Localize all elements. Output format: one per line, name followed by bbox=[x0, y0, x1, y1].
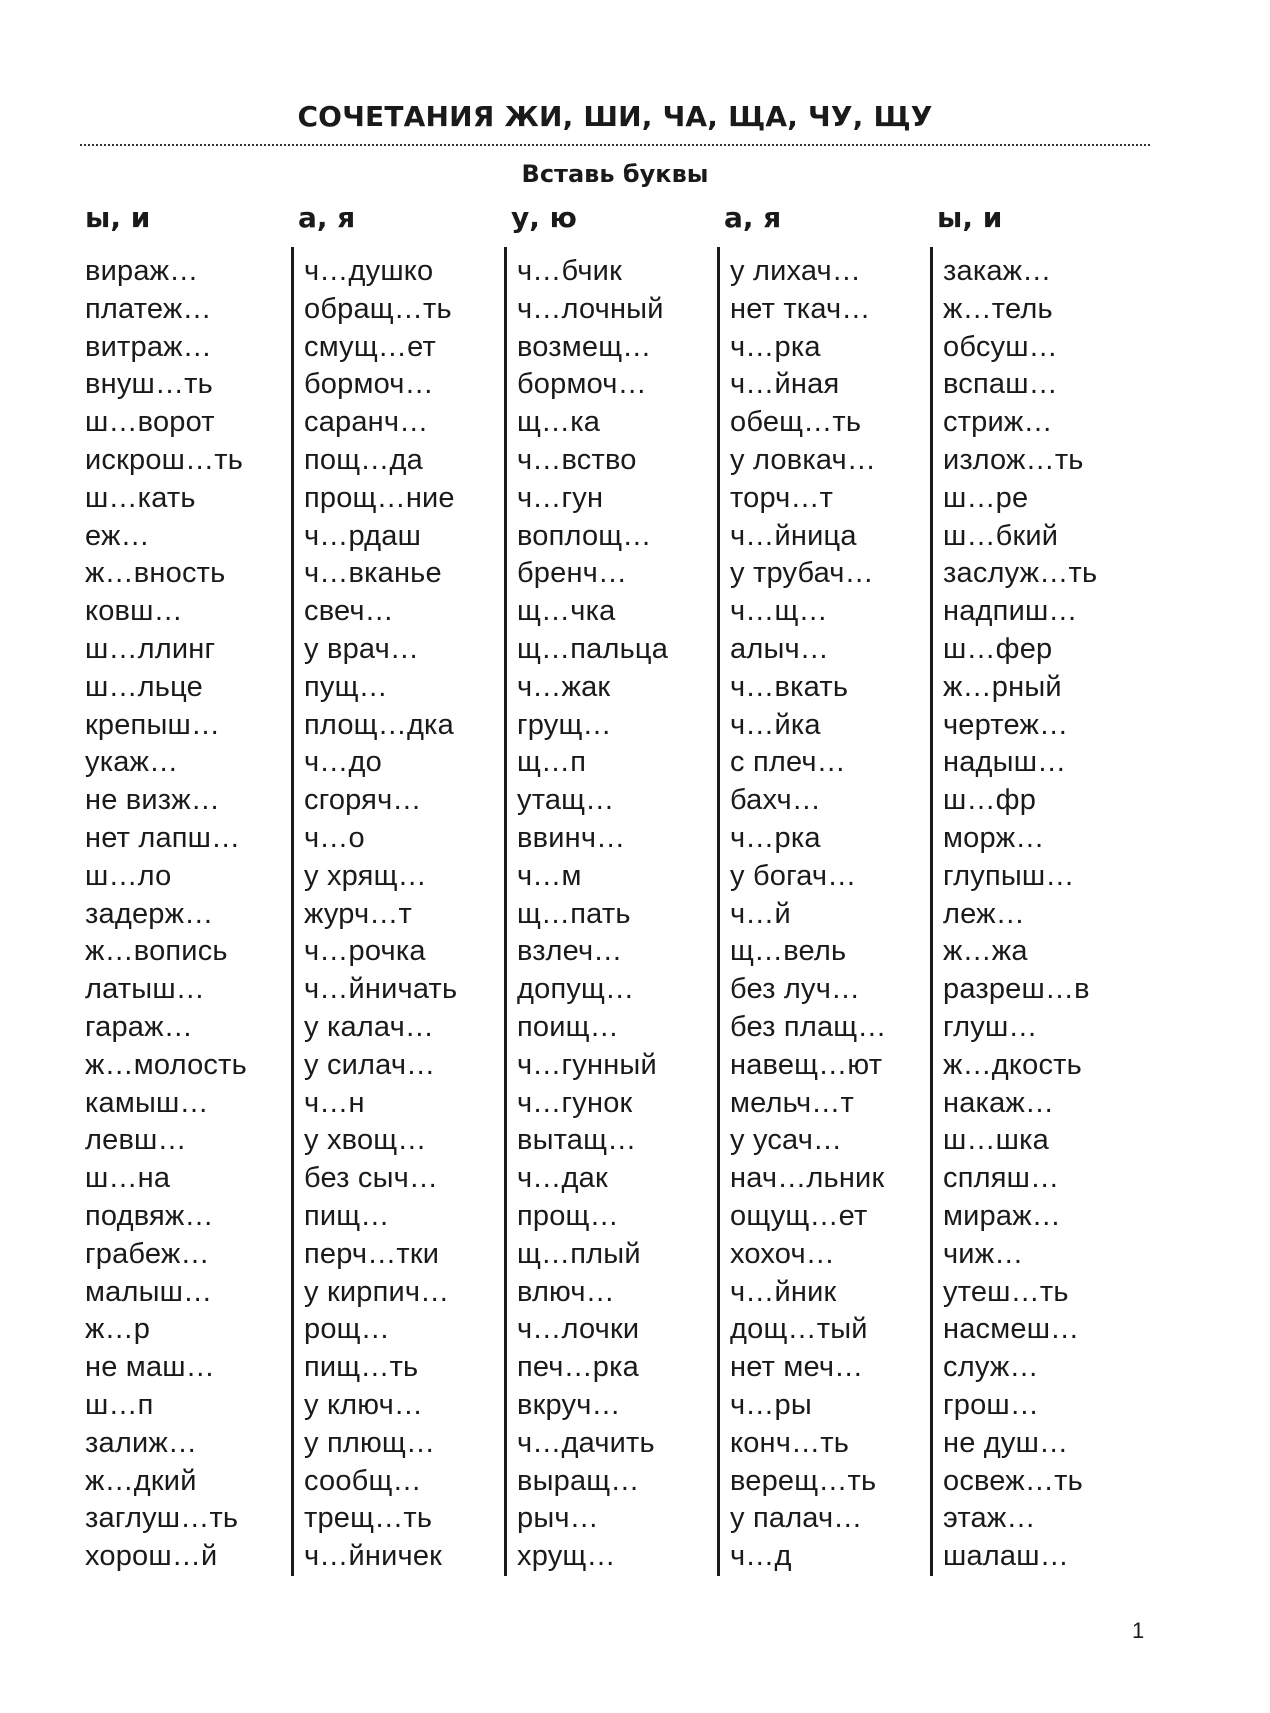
word-item: укаж… bbox=[85, 746, 179, 779]
word-item: рощ… bbox=[304, 1313, 390, 1346]
word-item: ч…йка bbox=[730, 708, 821, 741]
word-item: вытащ… bbox=[517, 1124, 637, 1157]
word-item: ч…ры bbox=[730, 1388, 812, 1421]
word-item: чертеж… bbox=[943, 708, 1069, 741]
word-item: торч…т bbox=[730, 481, 834, 514]
word-item: ш…льце bbox=[85, 670, 203, 703]
word-item: ч…вство bbox=[517, 443, 637, 476]
word-item: щ…пальца bbox=[517, 632, 669, 665]
word-item: внуш…ть bbox=[85, 368, 213, 401]
word-item: пощ…да bbox=[304, 443, 423, 476]
column-header: ы, и bbox=[937, 201, 1003, 234]
word-item: ч…й bbox=[730, 897, 791, 930]
word-item: навещ…ют bbox=[730, 1048, 883, 1081]
word-item: левш… bbox=[85, 1124, 187, 1157]
word-item: разреш…в bbox=[943, 973, 1090, 1006]
word-item: ч…йничек bbox=[304, 1540, 443, 1573]
word-item: саранч… bbox=[304, 406, 429, 439]
word-item: прощ…ние bbox=[304, 481, 455, 514]
word-item: ч…м bbox=[517, 859, 582, 892]
word-item: латыш… bbox=[85, 973, 206, 1006]
word-column-5 bbox=[930, 203, 1146, 1576]
word-item: ш…ворот bbox=[85, 406, 215, 439]
word-item: ч…йничать bbox=[304, 973, 458, 1006]
word-item: грущ… bbox=[517, 708, 612, 741]
word-item: ч…душко bbox=[304, 255, 434, 287]
word-item: нач…льник bbox=[730, 1162, 885, 1195]
word-item: ж…вность bbox=[85, 557, 226, 590]
word-item: влюч… bbox=[517, 1275, 615, 1308]
word-item: ч…рка bbox=[730, 330, 821, 363]
word-item: накаж… bbox=[943, 1086, 1055, 1119]
word-item: ч…жак bbox=[517, 670, 611, 703]
word-item: ч…бчик bbox=[517, 255, 622, 287]
word-item: у силач… bbox=[304, 1048, 436, 1081]
word-item: не маш… bbox=[85, 1351, 215, 1384]
word-item: без луч… bbox=[730, 973, 861, 1006]
word-item: у лихач… bbox=[730, 255, 862, 287]
word-item: грабеж… bbox=[85, 1237, 210, 1270]
word-item: печ…рка bbox=[517, 1351, 639, 1384]
word-item: вираж… bbox=[85, 255, 199, 287]
word-item: вкруч… bbox=[517, 1388, 621, 1421]
word-item: ш…кать bbox=[85, 481, 196, 514]
word-column-2 bbox=[291, 203, 507, 1576]
word-item: излож…ть bbox=[943, 443, 1084, 476]
word-item: ввинч… bbox=[517, 821, 626, 854]
word-item: воплощ… bbox=[517, 519, 652, 552]
word-item: хохоч… bbox=[730, 1237, 835, 1270]
word-item: ч…дачить bbox=[517, 1426, 655, 1459]
word-item: гараж… bbox=[85, 1010, 193, 1043]
word-item: рыч… bbox=[517, 1502, 599, 1535]
word-item: у хрящ… bbox=[304, 859, 427, 892]
word-item: дощ…тый bbox=[730, 1313, 868, 1346]
word-item: щ…вель bbox=[730, 935, 847, 968]
word-item: ж…дкий bbox=[85, 1464, 197, 1497]
word-item: искрош…ть bbox=[85, 443, 244, 476]
word-item: ж…вопись bbox=[85, 935, 228, 968]
word-item: взлеч… bbox=[517, 935, 623, 968]
word-item: ч…вканье bbox=[304, 557, 442, 590]
word-item: журч…т bbox=[304, 897, 412, 930]
word-item: у богач… bbox=[730, 859, 857, 892]
word-item: утеш…ть bbox=[943, 1275, 1069, 1308]
word-item: щ…плый bbox=[517, 1237, 641, 1270]
word-columns bbox=[78, 203, 1158, 1576]
word-item: платеж… bbox=[85, 292, 212, 325]
word-item: ш…бкий bbox=[943, 519, 1059, 552]
word-item: нет лапш… bbox=[85, 821, 241, 854]
word-item: ч…гунок bbox=[517, 1086, 633, 1119]
word-item: заслуж…ть bbox=[943, 557, 1098, 590]
word-item: ж…р bbox=[85, 1313, 151, 1346]
word-item: свеч… bbox=[304, 595, 394, 628]
word-item: ш…ллинг bbox=[85, 632, 216, 665]
word-item: залиж… bbox=[85, 1426, 198, 1459]
word-item: грош… bbox=[943, 1388, 1040, 1421]
column-word-list bbox=[717, 247, 933, 1576]
word-item: щ…пать bbox=[517, 897, 631, 930]
word-item: ж…рный bbox=[943, 670, 1062, 703]
word-item: глуш… bbox=[943, 1010, 1038, 1043]
word-item: у плющ… bbox=[304, 1426, 436, 1459]
word-column-1 bbox=[78, 203, 294, 1576]
column-word-list bbox=[291, 247, 507, 1576]
page-subtitle: Вставь буквы bbox=[521, 160, 709, 188]
word-item: обсуш… bbox=[943, 330, 1058, 363]
column-header: а, я bbox=[724, 201, 782, 234]
word-item: этаж… bbox=[943, 1502, 1036, 1535]
word-item: ш…п bbox=[85, 1388, 154, 1421]
column-header: а, я bbox=[298, 201, 356, 234]
word-item: бормоч… bbox=[304, 368, 434, 401]
word-item: бахч… bbox=[730, 784, 822, 817]
word-item: нет ткач… bbox=[730, 292, 871, 325]
word-item: прощ… bbox=[517, 1199, 619, 1232]
column-header: у, ю bbox=[511, 201, 577, 234]
word-item: не душ… bbox=[943, 1426, 1069, 1459]
word-item: ч…до bbox=[304, 746, 382, 779]
word-item: глупыш… bbox=[943, 859, 1075, 892]
word-item: щ…п bbox=[517, 746, 587, 779]
word-item: возмещ… bbox=[517, 330, 652, 363]
word-item: хорош…й bbox=[85, 1540, 218, 1573]
word-item: подвяж… bbox=[85, 1199, 214, 1232]
word-item: у врач… bbox=[304, 632, 420, 665]
word-item: чиж… bbox=[943, 1237, 1024, 1270]
word-item: ковш… bbox=[85, 595, 183, 628]
word-item: выращ… bbox=[517, 1464, 640, 1497]
word-item: щ…чка bbox=[517, 595, 616, 628]
word-item: пущ… bbox=[304, 670, 388, 703]
word-item: ш…фр bbox=[943, 784, 1037, 817]
word-item: ж…молость bbox=[85, 1048, 247, 1081]
word-item: леж… bbox=[943, 897, 1025, 930]
word-item: насмеш… bbox=[943, 1313, 1080, 1346]
word-item: алыч… bbox=[730, 632, 830, 665]
word-item: конч…ть bbox=[730, 1426, 850, 1459]
word-item: ч…йница bbox=[730, 519, 857, 552]
word-item: ч…н bbox=[304, 1086, 365, 1119]
word-item: поищ… bbox=[517, 1010, 619, 1043]
word-item: у кирпич… bbox=[304, 1275, 450, 1308]
word-item: ш…ре bbox=[943, 481, 1029, 514]
word-item: у хвощ… bbox=[304, 1124, 427, 1157]
page-title: СОЧЕТАНИЯ ЖИ, ШИ, ЧА, ЩА, ЧУ, ЩУ bbox=[297, 100, 933, 133]
word-item: хрущ… bbox=[517, 1540, 616, 1573]
word-item: ш…на bbox=[85, 1162, 171, 1195]
word-item: ж…жа bbox=[943, 935, 1028, 968]
word-item: шалаш… bbox=[943, 1540, 1069, 1573]
column-word-list bbox=[78, 247, 294, 1576]
word-item: освеж…ть bbox=[943, 1464, 1083, 1497]
word-item: ч…д bbox=[730, 1540, 792, 1573]
word-column-4 bbox=[717, 203, 933, 1576]
word-item: ощущ…ет bbox=[730, 1199, 868, 1232]
word-item: камыш… bbox=[85, 1086, 209, 1119]
word-item: верещ…ть bbox=[730, 1464, 877, 1497]
word-item: стриж… bbox=[943, 406, 1053, 439]
word-item: ш…ло bbox=[85, 859, 172, 892]
word-item: пищ…ть bbox=[304, 1351, 419, 1384]
word-item: вспаш… bbox=[943, 368, 1058, 401]
word-item: щ…ка bbox=[517, 406, 601, 439]
word-item: ч…о bbox=[304, 821, 365, 854]
page-number: 1 bbox=[1132, 1618, 1145, 1643]
word-item: ч…дак bbox=[517, 1162, 608, 1195]
word-item: ч…йник bbox=[730, 1275, 837, 1308]
word-item: нет меч… bbox=[730, 1351, 864, 1384]
word-item: спляш… bbox=[943, 1162, 1060, 1195]
word-item: перч…тки bbox=[304, 1237, 440, 1270]
word-item: без сыч… bbox=[304, 1162, 439, 1195]
word-column-3 bbox=[504, 203, 720, 1576]
word-item: ч…гун bbox=[517, 481, 604, 514]
word-item: мираж… bbox=[943, 1199, 1061, 1232]
word-item: морж… bbox=[943, 821, 1045, 854]
column-word-list bbox=[930, 247, 1146, 1576]
title-divider bbox=[80, 144, 1150, 146]
word-item: заглуш…ть bbox=[85, 1502, 239, 1535]
word-item: ч…щ… bbox=[730, 595, 828, 628]
word-item: служ… bbox=[943, 1351, 1039, 1384]
word-item: ч…рка bbox=[730, 821, 821, 854]
word-item: допущ… bbox=[517, 973, 635, 1006]
word-item: ч…вкать bbox=[730, 670, 849, 703]
word-item: ч…йная bbox=[730, 368, 840, 401]
word-item: надыш… bbox=[943, 746, 1067, 779]
word-item: пищ… bbox=[304, 1199, 390, 1232]
word-item: у калач… bbox=[304, 1010, 435, 1043]
word-item: бренч… bbox=[517, 557, 628, 590]
word-item: мельч…т bbox=[730, 1086, 854, 1119]
word-item: задерж… bbox=[85, 897, 214, 930]
column-word-list bbox=[504, 247, 720, 1576]
word-item: у палач… bbox=[730, 1502, 863, 1535]
word-item: ч…лочный bbox=[517, 292, 664, 325]
word-item: не визж… bbox=[85, 784, 221, 817]
word-item: ж…тель bbox=[943, 292, 1053, 325]
word-item: ч…лочки bbox=[517, 1313, 640, 1346]
word-item: бормоч… bbox=[517, 368, 647, 401]
word-item: обращ…ть bbox=[304, 292, 452, 325]
word-item: еж… bbox=[85, 519, 150, 552]
word-item: ж…дкость bbox=[943, 1048, 1082, 1081]
word-item: витраж… bbox=[85, 330, 212, 363]
word-item: ш…фер bbox=[943, 632, 1053, 665]
word-item: трещ…ть bbox=[304, 1502, 433, 1535]
word-item: площ…дка bbox=[304, 708, 454, 741]
word-item: у усач… bbox=[730, 1124, 843, 1157]
word-item: сообщ… bbox=[304, 1464, 422, 1497]
word-item: крепыш… bbox=[85, 708, 221, 741]
word-item: ч…гунный bbox=[517, 1048, 657, 1081]
word-item: у ловкач… bbox=[730, 443, 877, 476]
word-item: ч…рдаш bbox=[304, 519, 422, 552]
word-item: смущ…ет bbox=[304, 330, 436, 363]
word-item: малыш… bbox=[85, 1275, 213, 1308]
word-item: у трубач… bbox=[730, 557, 874, 590]
word-item: сгоряч… bbox=[304, 784, 422, 817]
word-item: обещ…ть bbox=[730, 406, 862, 439]
word-item: утащ… bbox=[517, 784, 615, 817]
word-item: ч…рочка bbox=[304, 935, 426, 968]
word-item: у ключ… bbox=[304, 1388, 424, 1421]
word-item: закаж… bbox=[943, 255, 1052, 287]
word-item: без плащ… bbox=[730, 1010, 887, 1043]
word-item: надпиш… bbox=[943, 595, 1078, 628]
word-item: ш…шка bbox=[943, 1124, 1049, 1157]
column-header: ы, и bbox=[85, 201, 151, 234]
word-item: с плеч… bbox=[730, 746, 846, 779]
